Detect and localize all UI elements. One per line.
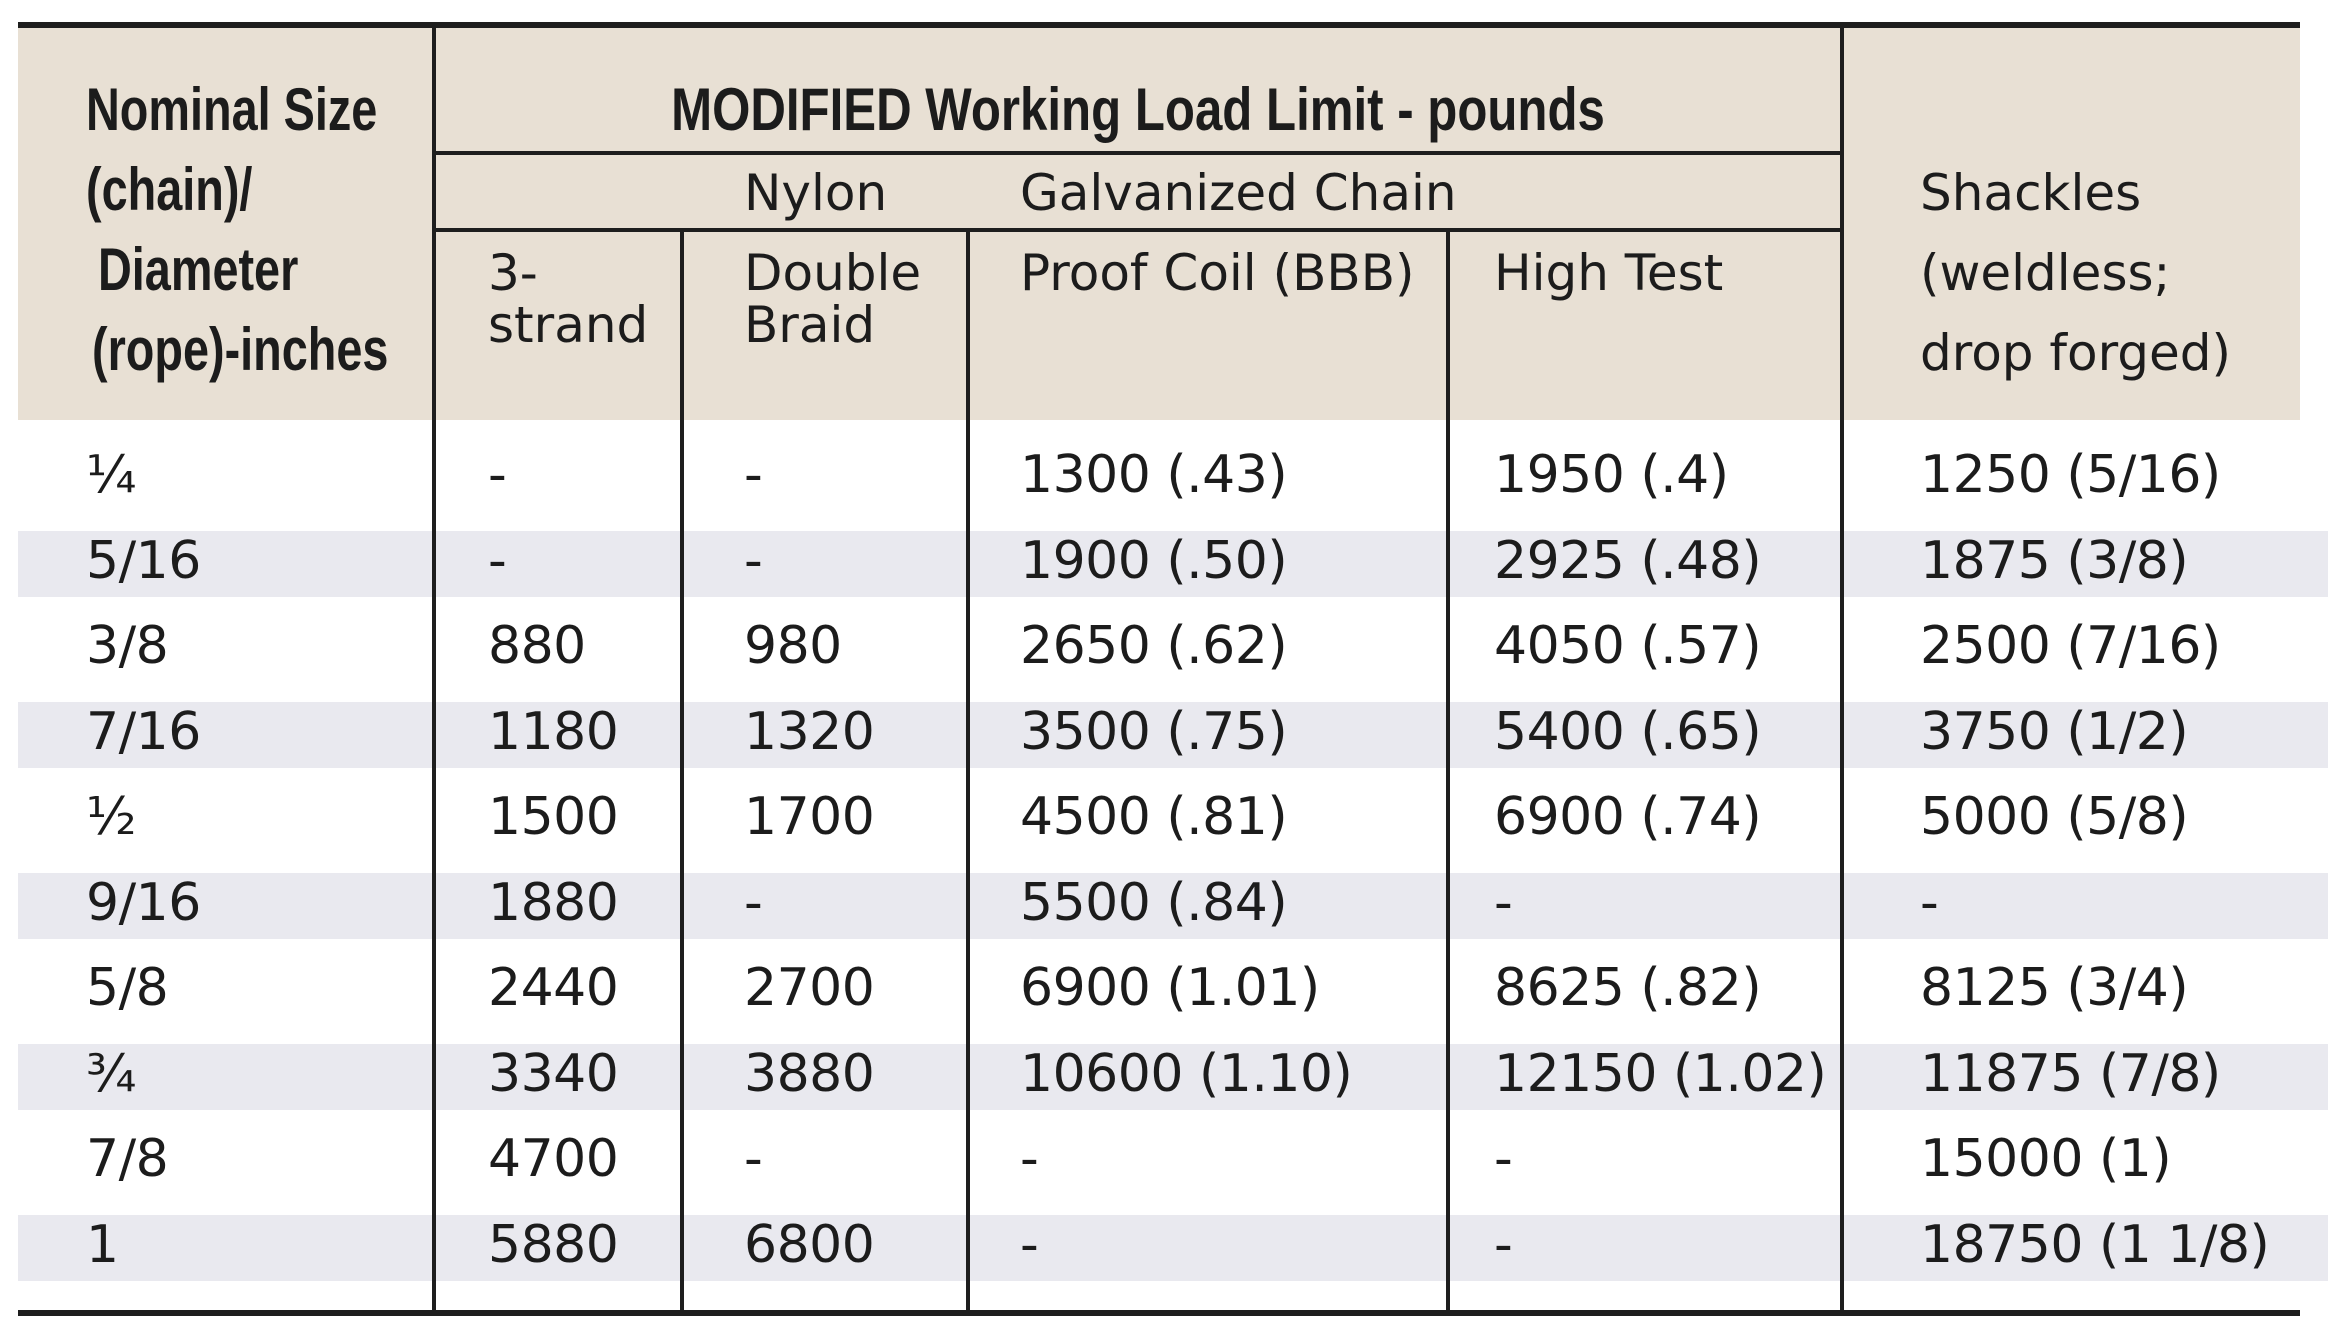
wll-title: MODIFIED Working Load Limit - pounds: [671, 76, 1605, 143]
proof-coil-header: Proof Coil (BBB): [1020, 244, 1415, 302]
cell-high-test: 12150 (1.02): [1494, 1044, 1827, 1104]
wll-title-underline: [436, 151, 1840, 155]
cell-three-strand: -: [488, 531, 507, 591]
cell-three-strand: 4700: [488, 1129, 619, 1189]
shackles-header: drop forged): [1920, 324, 2232, 382]
cell-double-braid: -: [744, 531, 763, 591]
column-divider: [1840, 28, 1844, 1310]
nylon-group-label: Nylon: [744, 164, 888, 222]
cell-high-test: 1950 (.4): [1494, 445, 1729, 505]
cell-three-strand: 5880: [488, 1215, 619, 1275]
cell-three-strand: 880: [488, 616, 586, 676]
cell-three-strand: -: [488, 445, 507, 505]
cell-proof-coil: 1900 (.50): [1020, 531, 1288, 591]
cell-high-test: 8625 (.82): [1494, 958, 1762, 1018]
cell-double-braid: 6800: [744, 1215, 875, 1275]
cell-proof-coil: 10600 (1.10): [1020, 1044, 1353, 1104]
cell-high-test: 4050 (.57): [1494, 616, 1762, 676]
galvanized-group-label: Galvanized Chain: [1020, 164, 1457, 222]
column-divider: [966, 228, 970, 1310]
cell-three-strand: 3340: [488, 1044, 619, 1104]
size-header-line: (rope)-inches: [92, 316, 389, 383]
cell-double-braid: 3880: [744, 1044, 875, 1104]
cell-three-strand: 1500: [488, 787, 619, 847]
cell-size: 9/16: [86, 873, 201, 933]
cell-proof-coil: 1300 (.43): [1020, 445, 1288, 505]
cell-double-braid: -: [744, 873, 763, 933]
three-strand-header: 3-: [488, 244, 538, 302]
cell-size: 7/8: [86, 1129, 169, 1189]
cell-proof-coil: 6900 (1.01): [1020, 958, 1320, 1018]
subgroup-underline: [436, 228, 1840, 232]
cell-shackles: 2500 (7/16): [1920, 616, 2221, 676]
cell-shackles: 1250 (5/16): [1920, 445, 2221, 505]
shackles-header: Shackles: [1920, 164, 2142, 222]
cell-size: ½: [86, 787, 136, 847]
table-top-rule: [18, 22, 2300, 28]
cell-proof-coil: 5500 (.84): [1020, 873, 1288, 933]
cell-double-braid: 1320: [744, 702, 875, 762]
cell-shackles: 11875 (7/8): [1920, 1044, 2221, 1104]
three-strand-header: strand: [488, 296, 649, 354]
high-test-header: High Test: [1494, 244, 1724, 302]
column-divider: [432, 28, 436, 1310]
cell-high-test: -: [1494, 1215, 1513, 1275]
cell-size: 7/16: [86, 702, 201, 762]
cell-shackles: -: [1920, 873, 1939, 933]
cell-double-braid: 1700: [744, 787, 875, 847]
cell-high-test: 5400 (.65): [1494, 702, 1762, 762]
cell-proof-coil: 4500 (.81): [1020, 787, 1288, 847]
cell-shackles: 15000 (1): [1920, 1129, 2172, 1189]
cell-proof-coil: -: [1020, 1129, 1039, 1189]
cell-three-strand: 2440: [488, 958, 619, 1018]
column-divider: [1446, 228, 1450, 1310]
shackles-header: (weldless;: [1920, 244, 2171, 302]
size-header-line: (chain)/: [86, 156, 253, 223]
cell-shackles: 3750 (1/2): [1920, 702, 2189, 762]
cell-high-test: -: [1494, 873, 1513, 933]
double-braid-header: Double: [744, 244, 922, 302]
cell-size: 5/16: [86, 531, 201, 591]
cell-size: ¾: [86, 1044, 136, 1104]
column-divider: [680, 228, 684, 1310]
cell-proof-coil: -: [1020, 1215, 1039, 1275]
table-bottom-rule: [18, 1310, 2300, 1316]
cell-size: 3/8: [86, 616, 169, 676]
cell-double-braid: -: [744, 1129, 763, 1189]
cell-high-test: 6900 (.74): [1494, 787, 1762, 847]
cell-shackles: 1875 (3/8): [1920, 531, 2189, 591]
cell-three-strand: 1180: [488, 702, 619, 762]
cell-double-braid: 980: [744, 616, 842, 676]
cell-size: ¼: [86, 445, 136, 505]
cell-double-braid: 2700: [744, 958, 875, 1018]
cell-shackles: 18750 (1 1/8): [1920, 1215, 2270, 1275]
cell-double-braid: -: [744, 445, 763, 505]
cell-size: 5/8: [86, 958, 169, 1018]
cell-high-test: -: [1494, 1129, 1513, 1189]
cell-three-strand: 1880: [488, 873, 619, 933]
cell-proof-coil: 3500 (.75): [1020, 702, 1288, 762]
cell-shackles: 5000 (5/8): [1920, 787, 2189, 847]
double-braid-header: Braid: [744, 296, 876, 354]
cell-proof-coil: 2650 (.62): [1020, 616, 1288, 676]
cell-high-test: 2925 (.48): [1494, 531, 1762, 591]
size-header-line: Diameter: [98, 236, 299, 303]
cell-shackles: 8125 (3/4): [1920, 958, 2189, 1018]
cell-size: 1: [86, 1215, 119, 1275]
size-header-line: Nominal Size: [86, 76, 378, 143]
